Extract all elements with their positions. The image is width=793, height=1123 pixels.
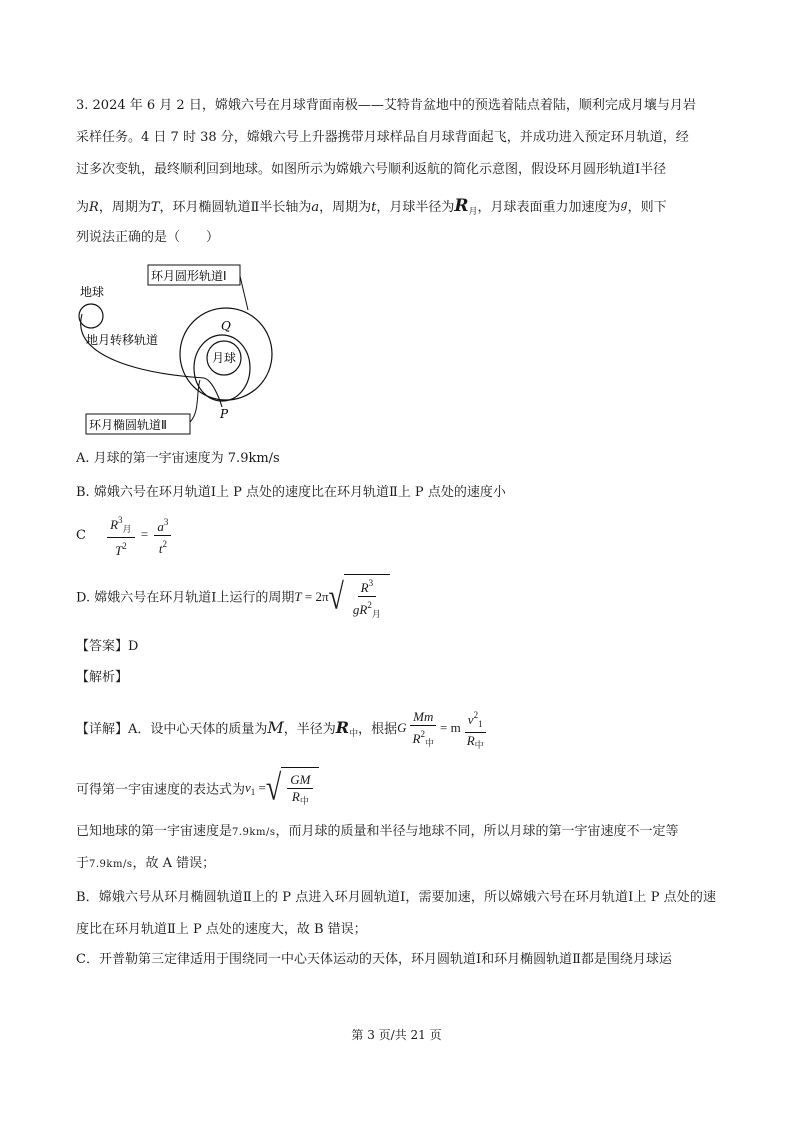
elliptical-orbit-2: [194, 335, 250, 401]
option-c-formula: $\frac{R^3_月}{T^2}$ = $\frac{a^3}{t^2}$: [104, 512, 174, 559]
ellipse-orbit-pointer: [190, 380, 200, 422]
point-q-label: Q: [221, 319, 231, 333]
first-cosmic-velocity-formula: $v_1$ = √ $\frac{GM}{R_中}$: [245, 766, 319, 814]
moon-label: 月球: [212, 351, 237, 365]
orbit-diagram: [72, 262, 284, 440]
option-d: D. 嫦娥六号在环月轨道Ⅰ上运行的周期T = 2π √ $\frac{R^3}{gR^2_月}$: [76, 574, 390, 622]
detail-paragraph-c: C．开普勒第三定律适用于围绕同一中心天体运动的天体，环月圆轨道Ⅰ和环月椭圆轨道Ⅱ都是围绕月球运: [76, 952, 672, 967]
detail-line-2: 可得第一宇宙速度的表达式为$v_1$ = √ $\frac{GM}{R_中}$: [76, 766, 319, 814]
detail-paragraph-b: B．嫦娥六号从环月椭圆轨道Ⅱ上的 P 点进入环月圆轨道Ⅰ，需要加速，所以嫦娥六号在环月轨道Ⅰ上 P 点处的速度比在环月轨道Ⅱ上 P 点处的速度大，故 B 错误；: [76, 890, 716, 937]
question-line-4: 为R，周期为T，环月椭圆轨道Ⅱ半长轴为a，周期为t，月球半径为$R_月$，月球表面重力加速度为$^g$，则下: [76, 196, 667, 217]
detail-line-4: 于7.9km/s，故 A 错误；: [76, 856, 216, 871]
question-line-1: 3. 2024 年 6 月 2 日，嫦娥六号在月球背面南极——艾特肯盆地中的预选着陆点着陆，顺利完成月壤与月岩: [76, 98, 696, 113]
transfer-orbit-label: 地月转移轨道: [86, 333, 159, 347]
option-b: B. 嫦娥六号在环月轨道Ⅰ上 P 点处的速度比在环月轨道Ⅱ上 P 点处的速度小: [76, 485, 506, 500]
option-c: C $\frac{R^3_月}{T^2}$ = $\frac{a^3}{t^2}$: [76, 512, 174, 559]
earth-circle: [79, 304, 103, 328]
question-line-5: 列说法正确的是（ ）: [76, 230, 220, 245]
option-a: A. 月球的第一宇宙速度为 7.9km/s: [76, 451, 280, 466]
earth-label: 地球: [80, 285, 105, 299]
detail-line-3: 已知地球的第一宇宙速度是7.9km/s，而月球的质量和半径与地球不同，所以月球的第一宇宙速度不一定等: [76, 824, 679, 839]
detail-line-1: 【详解】A．设中心天体的质量为M，半径为$R_中$，根据G $\frac{Mm}{R^2_中}$ = m $\frac{v^2_1}{R_中}$: [76, 706, 490, 756]
circular-orbit-label: 环月圆形轨道Ⅰ: [151, 269, 227, 283]
page-footer: 第 3 页/共 21 页: [351, 1028, 442, 1042]
point-p-label: P: [220, 407, 229, 421]
question-line-2: 采样任务。4 日 7 时 38 分，嫦娥六号上升器携带月球样品自月球背面起飞，并成功进入预定环月轨道，经: [76, 130, 689, 145]
answer-label: 【答案】D: [76, 639, 139, 654]
analysis-label: 【解析】: [76, 670, 129, 685]
ellipse-orbit-label: 环月椭圆轨道Ⅱ: [89, 418, 167, 432]
circular-orbit-pointer: [240, 276, 248, 310]
gravitation-formula: G $\frac{Mm}{R^2_中}$ = m $\frac{v^2_1}{R_中}$: [397, 708, 484, 750]
question-line-3: 过多次变轨，最终顺利回到地球。如图所示为嫦娥六号顺利返航的简化示意图，假设环月圆形轨道Ⅰ半径: [76, 162, 667, 177]
option-d-formula: T = 2π √ $\frac{R^3}{gR^2_月}$: [294, 574, 389, 622]
